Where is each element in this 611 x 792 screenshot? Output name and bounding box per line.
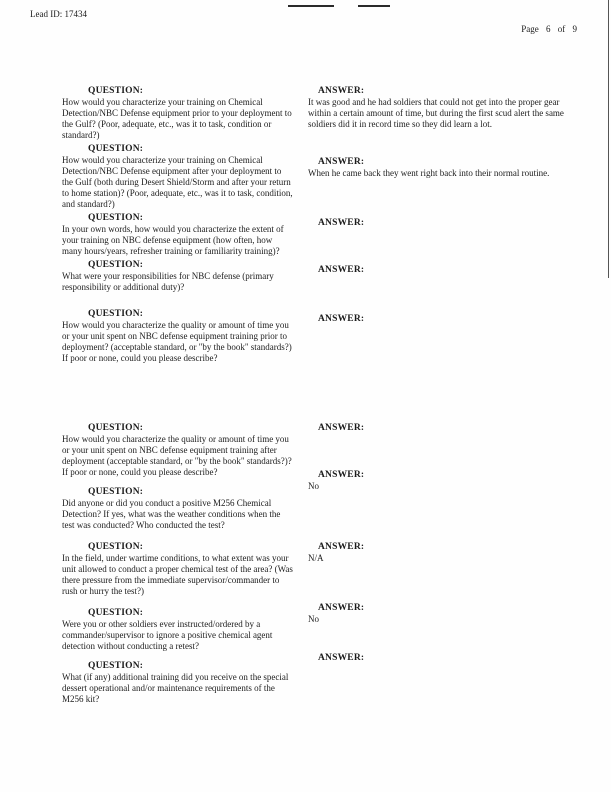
question-text: What (if any) additional training did you receive on the special dessert operational and/or maintenance requirements of the M256 kit? xyxy=(62,672,289,704)
question-text: How would you characterize your training on Chemical Detection/NBC Defense equipment after your deployment to the Gulf (both during Desert Shield/Storm and after your return to home station)? (Poor, adequate, etc., was it to task, condition, and standard?) xyxy=(62,155,293,209)
question-label: QUESTION: xyxy=(88,423,144,433)
qa-row xyxy=(62,143,567,210)
answer-text: No xyxy=(308,481,319,491)
qa-row xyxy=(62,603,567,652)
question-label: QUESTION: xyxy=(88,144,144,154)
qa-row xyxy=(62,85,567,141)
question-text: How would you characterize your training on Chemical Detection/NBC Defense equipment prior to your deployment to the Gulf? (Poor, adequate, etc., was it to task, condition or standard?) xyxy=(62,97,292,140)
qa-row xyxy=(62,212,567,257)
question-label: QUESTION: xyxy=(88,213,144,223)
qa-row xyxy=(62,653,567,705)
answer-text: No xyxy=(308,614,319,624)
question-text: What were your responsibilities for NBC defense (primary responsibility or additional duty)? xyxy=(62,271,274,292)
answer-label: ANSWER: xyxy=(318,653,365,663)
answer-label: ANSWER: xyxy=(318,265,365,275)
question-label: QUESTION: xyxy=(88,487,144,497)
answer-label: ANSWER: xyxy=(318,157,365,167)
scan-edge-line xyxy=(608,0,609,278)
answer-label: ANSWER: xyxy=(318,470,365,480)
question-label: QUESTION: xyxy=(88,542,144,552)
scan-artifact xyxy=(288,5,334,7)
question-text: How would you characterize the quality or amount of time you or your unit spent on NBC defense equipment training prior to deployment? (acceptable standard, or "by the book" standards?) If poor or none, could you please describe? xyxy=(62,320,292,363)
answer-label: ANSWER: xyxy=(318,542,365,552)
answer-label: ANSWER: xyxy=(318,423,365,433)
question-text: Did anyone or did you conduct a positive M256 Chemical Detection? If yes, what was the weather conditions when the test was conducted? Who conducted the test? xyxy=(62,498,281,530)
answer-text: When he came back they went right back into their normal routine. xyxy=(308,168,550,178)
question-label: QUESTION: xyxy=(88,661,144,671)
question-text: Were you or other soldiers ever instructed/ordered by a commander/supervisor to ignore a positive chemical agent detection without conducting a retest? xyxy=(62,619,273,651)
answer-label: ANSWER: xyxy=(318,86,365,96)
scan-artifact xyxy=(358,5,390,7)
qa-row xyxy=(62,259,567,293)
question-text: How would you characterize the quality or amount of time you or your unit spent on NBC defense equipment training after deployment (acceptable standard, or "by the book" standards?)? If poor or none, could you please describe? xyxy=(62,434,292,477)
answer-text: It was good and he had soldiers that could not get into the proper gear within a certain amount of time, but during the first scud alert the same soldiers did it in record time so they did learn a lot. xyxy=(308,97,564,129)
question-label: QUESTION: xyxy=(88,608,144,618)
answer-label: ANSWER: xyxy=(318,218,365,228)
qa-row xyxy=(62,541,567,597)
answer-label: ANSWER: xyxy=(318,314,365,324)
page-number: Page 6 of 9 xyxy=(521,24,577,34)
question-text: In the field, under wartime conditions, to what extent was your unit allowed to conduct a proper chemical test of the area? (Was there pressure from the immediate supervisor/commander to rush or hurry the test?) xyxy=(62,553,293,596)
answer-label: ANSWER: xyxy=(318,603,365,613)
qa-row xyxy=(62,308,567,364)
question-text: In your own words, how would you characterize the extent of your training on NBC defense equipment (how often, how many hours/years, refresher training or familiarity training)? xyxy=(62,224,284,256)
answer-text: N/A xyxy=(308,553,324,563)
lead-id: Lead ID: 17434 xyxy=(30,9,87,19)
question-label: QUESTION: xyxy=(88,260,144,270)
qa-content xyxy=(62,85,567,705)
question-label: QUESTION: xyxy=(88,309,144,319)
question-label: QUESTION: xyxy=(88,86,144,96)
qa-row xyxy=(62,470,567,531)
